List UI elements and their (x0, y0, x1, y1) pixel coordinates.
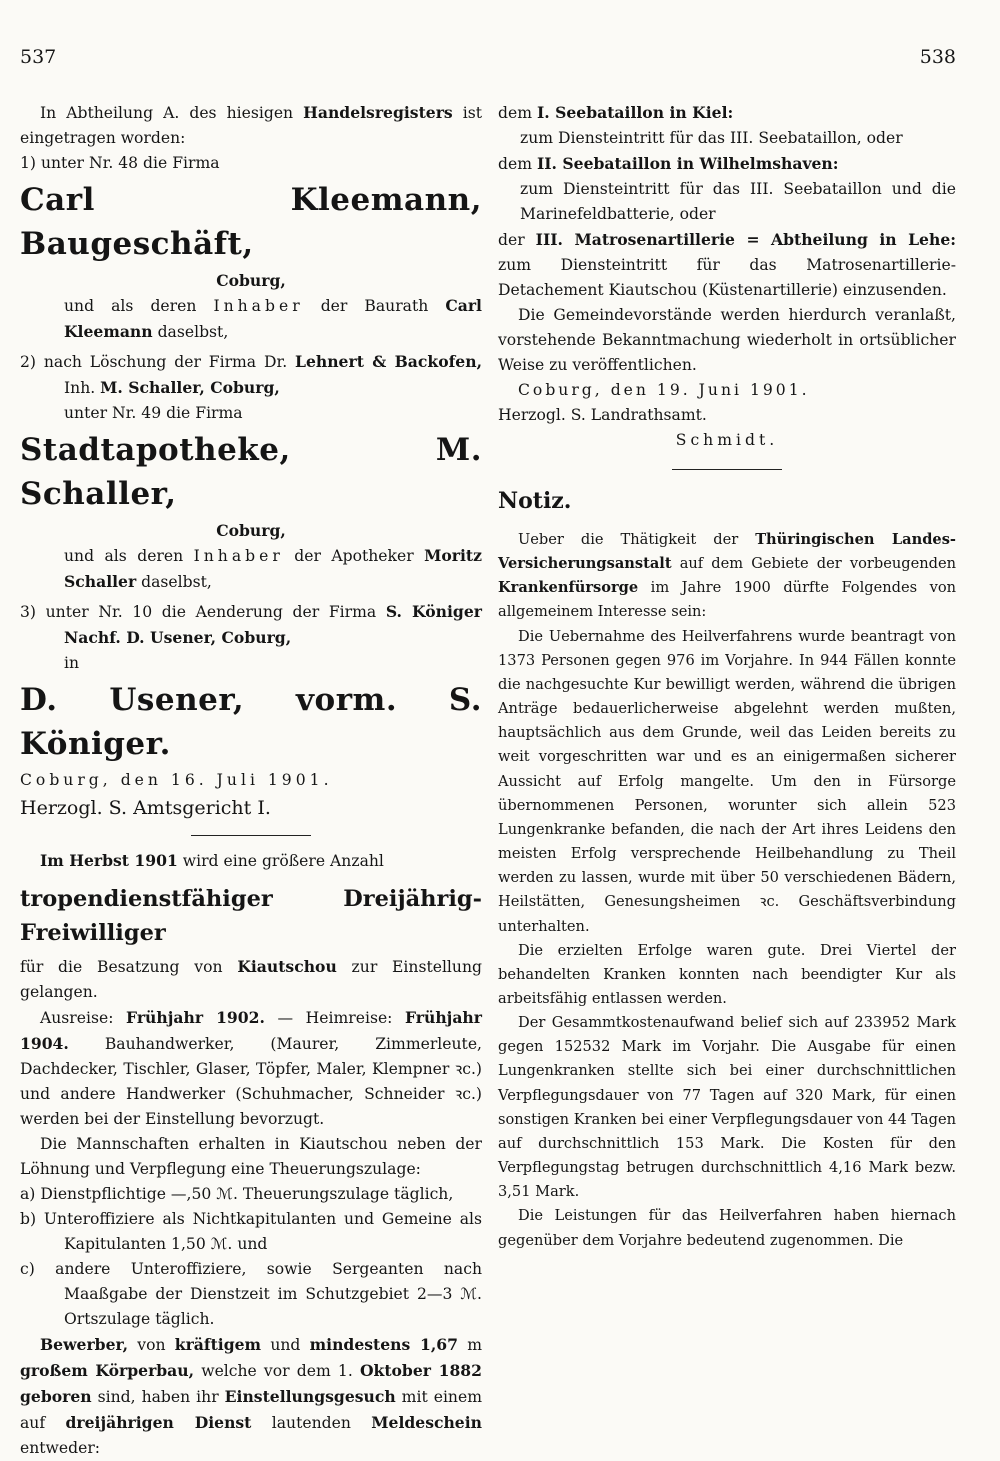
firm-owner-2: und als deren Inhaber der Apotheker Moritz Schaller daselbst, (64, 546, 482, 591)
announcement-intro: Im Herbst 1901 wird eine größere Anzahl (40, 851, 384, 870)
firm-name-stadtapotheke: Stadtapotheke, M. Schaller, (20, 432, 482, 512)
battalion-wilhelmshaven: dem II. Seebataillon in Wilhelmshaven: (498, 154, 839, 173)
signature-landrathsamt: Herzogl. S. Landrathsamt. (498, 406, 707, 424)
notiz-paragraph-3: Der Gesammtkostenaufwand belief sich auf 233952 Mark gegen 152532 Mark im Vorjahr. Die Ausgabe für einen Lungenkranken stellte sich bei einer durchschnittlichen Verpflegungsdauer von 77 Tagen auf 320 Mark, für einen sonstigen Kranken bei einer Verpflegungsdauer von 44 Tagen auf durchschnittlich 153 Mark. Die Kosten für den Verpflegungstag betrugen durchschnittlich 4,16 Mark bezw. 3,51 Mark. (498, 1014, 956, 1201)
allowance-c: c) andere Unteroffiziere, sowie Sergeanten nach Maaßgabe der Dienstzeit im Schutzgebiet 2—3 ℳ. Ortszulage täglich. (20, 1260, 482, 1328)
entry-2-label: 2) nach Löschung der Firma Dr. Lehnert & Backofen, Inh. M. Schaller, Coburg, (20, 352, 482, 397)
dateline-left: Coburg, den 16. Juli 1901. (20, 771, 333, 789)
allowance-intro: Die Mannschaften erhalten in Kiautschou neben der Löhnung und Verpflegung eine Theuerungszulage: (20, 1135, 482, 1178)
applicant-instructions: Bewerber, von kräftigem und mindestens 1,67 m großem Körperbau, welche vor dem 1. Oktober 1882 geboren sind, haben ihr Einstellungsgesuch mit einem auf dreijährigen Dienst lautenden Meldeschein entweder: (20, 1335, 483, 1457)
left-column (20, 100, 482, 1461)
section-divider-right (672, 469, 782, 470)
right-column (498, 100, 956, 1253)
artillery-lehe: der III. Matrosenartillerie = Abtheilung in Lehe: zum Diensteintritt für das Matrosenartillerie-Detachement Kiautschou (Küstenartillerie) einzusenden. (498, 230, 956, 299)
municipal-instruction: Die Gemeindevorstände werden hierdurch veranlaßt, vorstehende Bekanntmachung wiederholt in ortsüblicher Weise zu veröffentlichen. (498, 306, 956, 374)
battalion-kiel: dem I. Seebataillon in Kiel: (498, 103, 734, 122)
firm-name-usener: D. Usener, vorm. S. Königer. (20, 682, 482, 762)
notiz-paragraph-1: Die Uebernahme des Heilverfahrens wurde beantragt von 1373 Personen gegen 976 im Vorjahre. In 944 Fällen konnte die nachgesuchte Kur bewilligt werden, während die übrigen Anträge bedauerlicherweise abgelehnt werden mußten, hauptsächlich aus dem Grunde, weil das Leiden bereits zu weit vorgeschritten war und es an einigermaßen sicherer Aussicht auf Erfolg mangelte. Um den in Fürsorge übernommenen Personen, worunter sich allein 523 Lungenkranke befanden, die nach der Art ihres Leidens den meisten Erfolg versprechende Heilbehandlung zu Theil werden zu lassen, wurde mit über 50 verschiedenen Bädern, Heilstätten, Genesungsheimen ꝛc. Geschäftsverbindung unterhalten. (498, 627, 956, 935)
entry-1-label: 1) unter Nr. 48 die Firma (20, 154, 220, 172)
dateline-right: Coburg, den 19. Juni 1901. (518, 381, 810, 399)
allowance-b: b) Unteroffiziere als Nichtkapitulanten und Gemeine als Kapitulanten 1,50 ℳ. und (20, 1210, 482, 1253)
firm-owner-1: und als deren Inhaber der Baurath Carl Kleemann daselbst, (64, 296, 482, 341)
allowance-a: a) Dienstpflichtige —,50 ℳ. Theuerungszulage täglich, (20, 1185, 454, 1203)
page-number-right: 538 (919, 46, 956, 68)
battalion-list (498, 100, 956, 453)
battalion-wilhelmshaven-detail: zum Diensteintritt für das III. Seebataillon und die Marinefeldbatterie, oder (520, 180, 956, 223)
notiz-heading: Notiz. (498, 488, 572, 514)
announcement-headline: tropendienstfähiger Dreijährig-Freiwilliger (20, 886, 482, 946)
battalion-kiel-detail: zum Diensteintritt für das III. Seebataillon, oder (520, 129, 903, 147)
notiz-paragraph-2: Die erzielten Erfolge waren gute. Drei Viertel der behandelten Kranken konnten nach beendigter Kur als arbeitsfähig entlassen werden. (498, 941, 956, 1007)
register-intro: In Abtheilung A. des hiesigen Handelsregisters ist eingetragen worden: (20, 103, 482, 147)
firm-city-1: Coburg, (216, 271, 286, 290)
section-divider-left (191, 835, 311, 836)
notiz-intro: Ueber die Thätigkeit der Thüringischen Landes-Versicherungsanstalt auf dem Gebiete der vorbeugenden Krankenfürsorge im Jahre 1900 dürfte Folgendes von allgemeinem Interesse sein: (498, 531, 956, 621)
entry-3-in: in (64, 654, 80, 672)
entry-3-label: 3) unter Nr. 10 die Aenderung der Firma S. Königer Nachf. D. Usener, Coburg, (20, 602, 482, 647)
signature-amtsgericht: Herzogl. S. Amtsgericht I. (20, 797, 271, 819)
firm-name-kleemann: Carl Kleemann, Baugeschäft, (20, 182, 482, 262)
firm-city-2: Coburg, (216, 521, 286, 540)
announcement-body: für die Besatzung von Kiautschou zur Einstellung gelangen. (20, 957, 482, 1001)
notiz-paragraph-4: Die Leistungen für das Heilverfahren haben hiernach gegenüber dem Vorjahre bedeutend zugenommen. Die (498, 1207, 956, 1249)
page-number-left: 537 (20, 46, 57, 68)
travel-dates: Ausreise: Frühjahr 1902. — Heimreise: Frühjahr 1904. Bauhandwerker, (Maurer, Zimmerleute, Dachdecker, Tischler, Glaser, Töpfer, Maler, Klempner ꝛc.) und andere Handwerker (Schuhmacher, Schneider ꝛc.) werden bei der Einstellung bevorzugt. (20, 1008, 482, 1128)
signature-name: Schmidt. (675, 431, 779, 449)
entry-2-register: unter Nr. 49 die Firma (64, 404, 243, 422)
